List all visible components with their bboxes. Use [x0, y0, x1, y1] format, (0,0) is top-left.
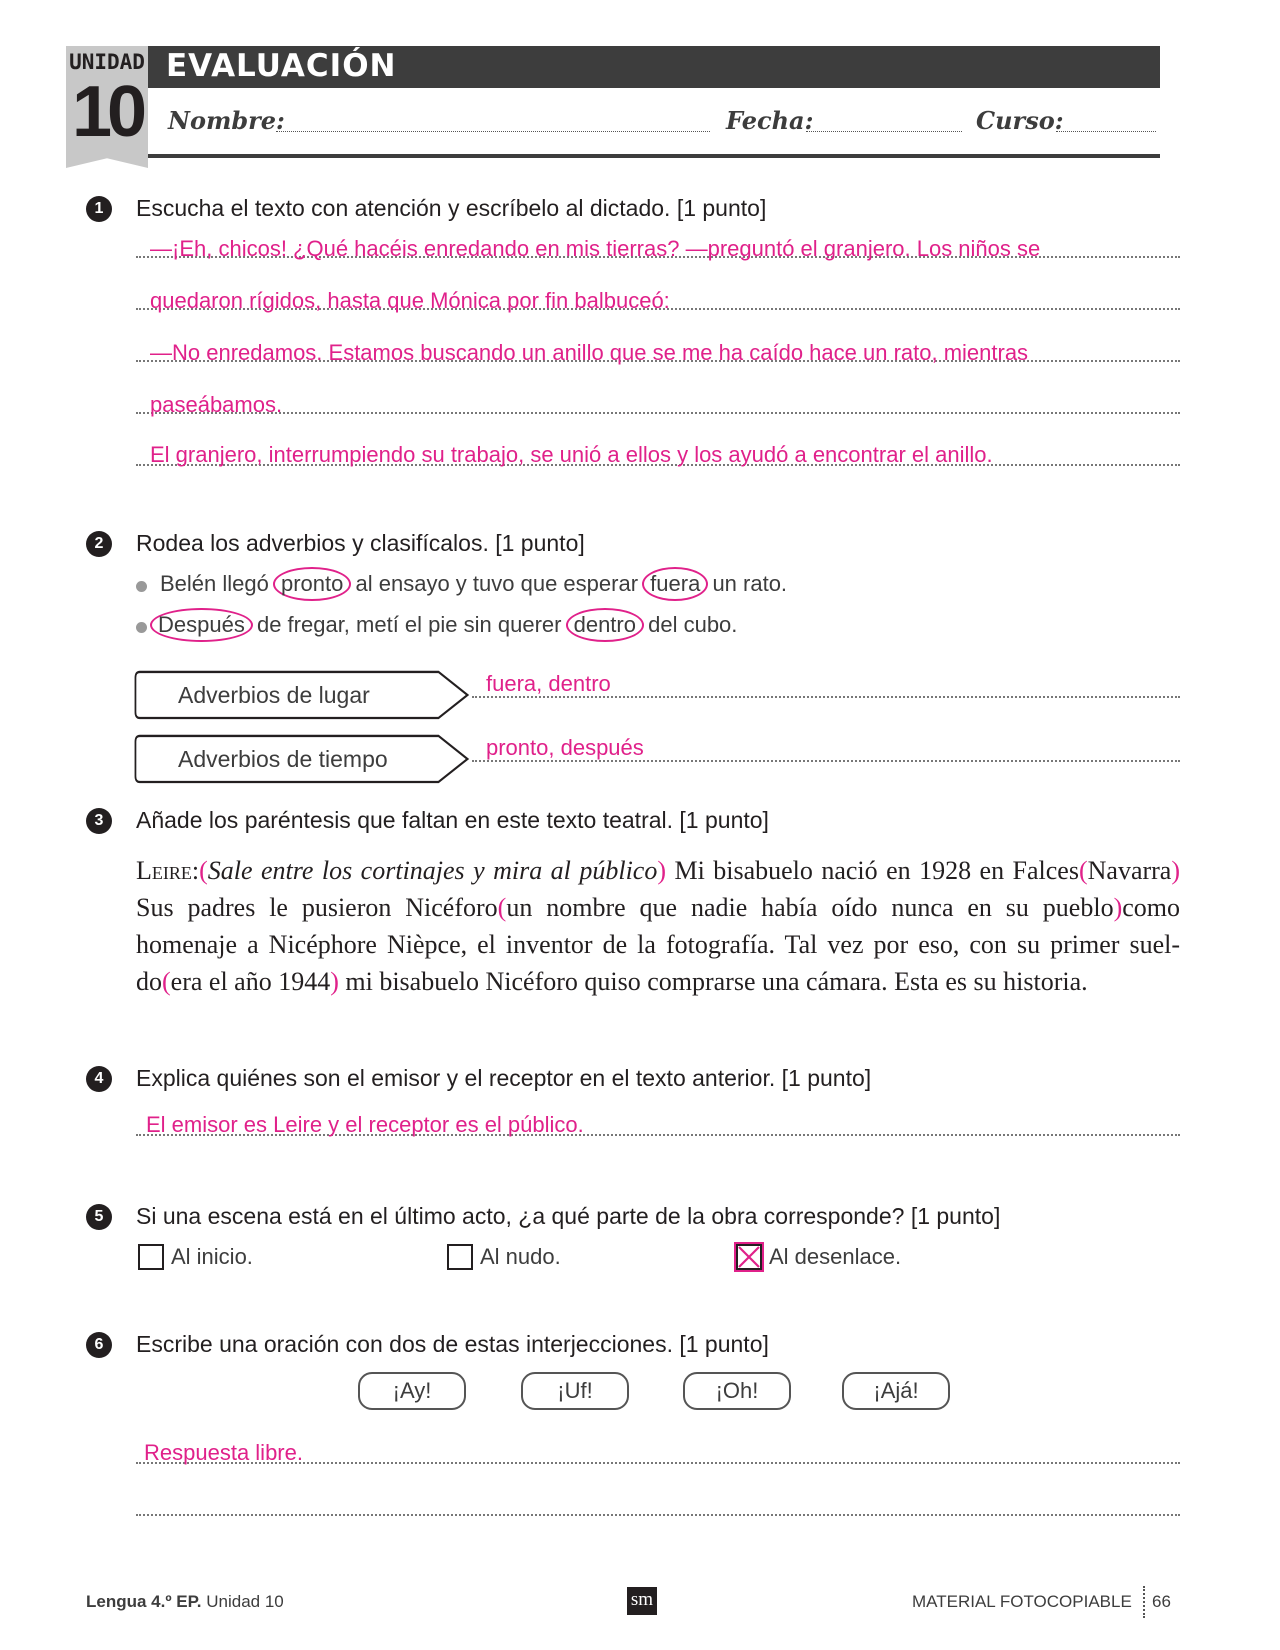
sentence-1: [160, 571, 787, 597]
interjection-pill: ¡Uf!: [521, 1372, 629, 1410]
text-span: era el año 1944: [170, 967, 331, 996]
question-prompt: Escribe una oración con dos de estas interjecciones. [1 punto]: [136, 1331, 769, 1357]
circled-adverb: fuera: [642, 567, 708, 601]
interjection-pill: ¡Ajá!: [842, 1372, 950, 1410]
footer-book-title: Lengua 4.º EP.: [86, 1592, 202, 1611]
question-number: 4: [86, 1066, 112, 1092]
added-parenthesis: ): [1113, 893, 1123, 922]
question-number: 5: [86, 1204, 112, 1230]
added-parenthesis: ): [1171, 856, 1181, 885]
emitter-receiver-answer: El emisor es Leire y el receptor es el público.: [146, 1112, 584, 1137]
footer-divider: [1143, 1586, 1145, 1618]
time-answer: pronto, después: [486, 735, 644, 760]
date-field[interactable]: [806, 130, 962, 132]
footer-book: [86, 1592, 284, 1612]
text-span: Navarra: [1087, 856, 1172, 885]
question-number: 2: [86, 531, 112, 557]
interjection-pill: ¡Ay!: [358, 1372, 466, 1410]
added-parenthesis: ): [657, 856, 667, 885]
course-label: Curso:: [976, 106, 1064, 135]
added-parenthesis: (: [162, 967, 171, 996]
text-span: mi bisabuelo Nicéforo quiso comprarse una cámara. Esta es su historia.: [338, 967, 1088, 996]
text-span: como homenaje a Nicéphore Nièpce, el inventor de la fotografía. Tal vez por eso, con su primer suel-do: [136, 893, 1181, 996]
added-parenthesis: (: [199, 856, 208, 885]
unit-number: 10: [71, 72, 143, 152]
question-prompt: Explica quiénes son el emisor y el receptor en el texto anterior. [1 punto]: [136, 1065, 872, 1091]
interjection-pill: ¡Oh!: [683, 1372, 791, 1410]
theater-text: [136, 852, 1180, 1000]
text-span: un nombre que nadie había oído nunca en su pueblo: [506, 893, 1114, 922]
course-field[interactable]: [1056, 130, 1156, 132]
date-label: Fecha:: [726, 106, 814, 135]
publisher-logo: sm: [627, 1587, 657, 1615]
stage-direction: Sale entre los cortinajes y mira al público: [207, 856, 658, 885]
time-label: Adverbios de tiempo: [178, 746, 388, 772]
added-parenthesis: ): [330, 967, 339, 996]
dictation-line-3: —No enredamos. Estamos buscando un anillo que se me ha caído hace un rato, mientras: [150, 340, 1029, 365]
sentence-text: Belén llegó: [160, 571, 269, 596]
added-parenthesis: (: [497, 893, 507, 922]
answer-line: [136, 1514, 1180, 1516]
footer-material: MATERIAL FOTOCOPIABLE: [912, 1592, 1132, 1611]
circled-adverb: pronto: [273, 567, 351, 601]
header-rule: [148, 154, 1160, 158]
added-parenthesis: (: [1078, 856, 1088, 885]
sentence-text: un rato.: [712, 571, 788, 596]
question-prompt: Añade los paréntesis que faltan en este texto teatral. [1 punto]: [136, 807, 769, 833]
option-label: Al nudo.: [480, 1244, 561, 1269]
checked-marker: [734, 1242, 764, 1272]
speaker-name: Leire:: [136, 856, 200, 885]
circled-adverb: dentro: [566, 608, 644, 642]
checkbox-inicio[interactable]: [138, 1244, 164, 1270]
unit-label: UNIDAD: [69, 50, 145, 74]
option-label: Al inicio.: [171, 1244, 253, 1269]
name-label: Nombre:: [168, 106, 285, 135]
dictation-line-5: El granjero, interrumpiendo su trabajo, se unió a ellos y los ayudó a encontrar el anillo.: [150, 442, 993, 467]
dictation-line-4: paseábamos.: [150, 392, 283, 417]
page-number: 66: [1152, 1592, 1171, 1611]
sentence-text: al ensayo y tuvo que esperar: [355, 571, 639, 596]
question-number: 1: [86, 196, 112, 222]
sentence-2: [152, 612, 737, 638]
place-label: Adverbios de lugar: [178, 682, 370, 708]
option-label: Al desenlace.: [769, 1244, 902, 1269]
question-prompt: Escucha el texto con atención y escríbelo al dictado. [1 punto]: [136, 195, 767, 221]
dictation-line-1: —¡Eh, chicos! ¿Qué hacéis enredando en mis tierras? —preguntó el granjero. Los niños se: [150, 236, 1041, 261]
name-field[interactable]: [276, 130, 710, 132]
footer-unit: Unidad 10: [206, 1592, 284, 1611]
text-span: Sus padres le pusieron Nicéforo: [136, 893, 498, 922]
text-span: Mi bisabuelo nació en 1928 en Falces: [666, 856, 1079, 885]
circled-adverb: Después: [150, 608, 253, 642]
answer-line: [136, 412, 1180, 414]
sentence-text: de fregar, metí el pie sin querer: [256, 612, 562, 637]
question-number: 3: [86, 808, 112, 834]
question-prompt: Si una escena está en el último acto, ¿a qué parte de la obra corresponde? [1 punto]: [136, 1203, 1001, 1229]
dictation-line-2: quedaron rígidos, hasta que Mónica por fin balbuceó:: [150, 288, 670, 313]
checkbox-nudo[interactable]: [447, 1244, 473, 1270]
free-answer: Respuesta libre.: [144, 1440, 303, 1465]
page-title: EVALUACIÓN: [166, 48, 397, 84]
place-answer: fuera, dentro: [486, 671, 611, 696]
bullet: [136, 581, 147, 592]
question-prompt: Rodea los adverbios y clasifícalos. [1 punto]: [136, 530, 585, 556]
sentence-text: del cubo.: [648, 612, 738, 637]
question-number: 6: [86, 1332, 112, 1358]
bullet: [136, 622, 147, 633]
